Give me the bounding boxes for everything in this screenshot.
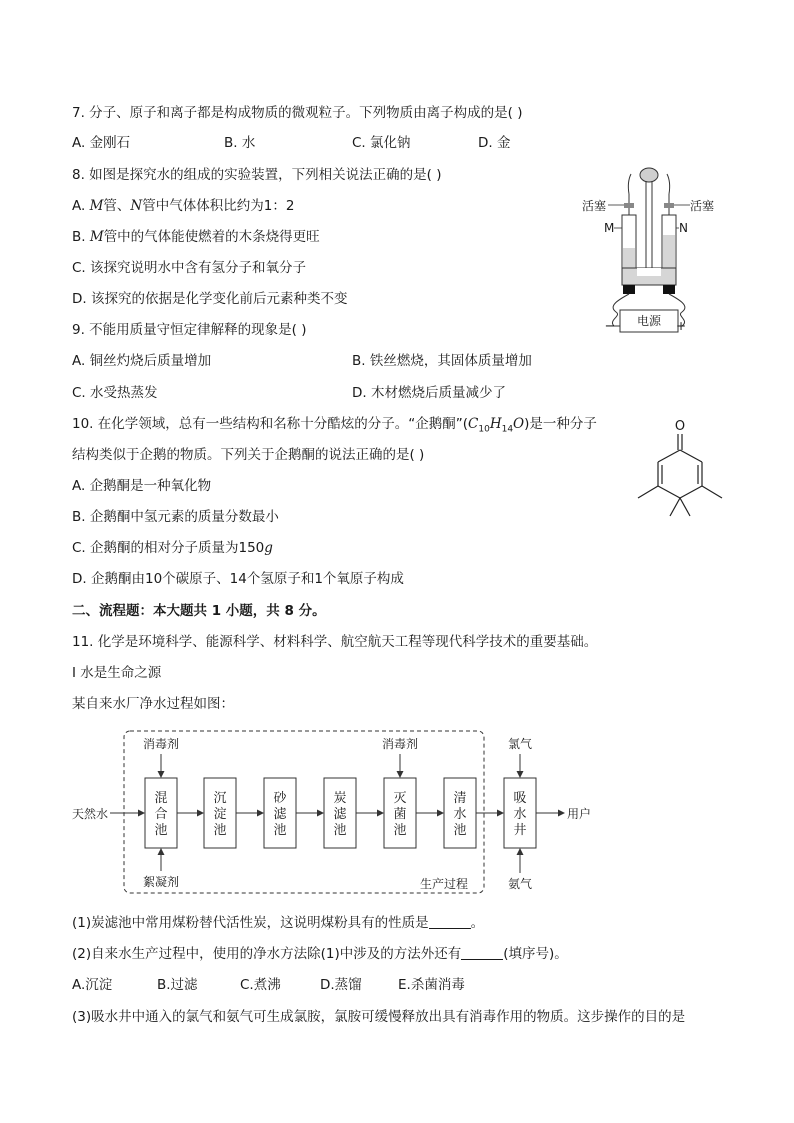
box-label-suction-well: 吸水井	[513, 791, 527, 838]
q8-option-b: B. M管中的气体能使燃着的木条烧得更旺	[72, 229, 320, 245]
q11-sub2-option-b: B.过滤	[157, 977, 198, 993]
q10-option-c: C. 企鹅酮的相对分子质量为150g	[72, 540, 273, 556]
q10-stem-line2: 结构类似于企鹅的物质。下列关于企鹅酮的说法正确的是( )	[72, 447, 425, 463]
q11-stem: 11. 化学是环境科学、能源科学、材料科学、航空航天工程等现代科学技术的重要基础。	[72, 634, 598, 650]
water-treatment-flow-diagram	[70, 728, 630, 902]
answer-blank-1[interactable]	[429, 914, 471, 929]
q11-sub2-option-e: E.杀菌消毒	[398, 977, 465, 993]
m-tube-label: M	[604, 221, 615, 235]
q11-sub1: (1)炭滤池中常用煤粉替代活性炭，这说明煤粉具有的性质是 。	[72, 915, 485, 931]
q10-option-a: A. 企鹅酮是一种氧化物	[72, 478, 212, 494]
electrolysis-apparatus-figure	[578, 160, 724, 340]
q11-sub2: (2)自来水生产过程中，使用的净水方法除(1)中涉及的方法外还有 (填序号)。	[72, 946, 568, 962]
penguinone-structure-figure	[630, 416, 730, 530]
q8-option-a: A. M管、N管中气体体积比约为1：2	[72, 198, 295, 214]
q11-sub2-option-a: A.沉淀	[72, 977, 113, 993]
left-valve-label: 活塞	[582, 199, 607, 213]
q11-sub2-option-c: C.煮沸	[240, 977, 281, 993]
box-label-carbon-filter: 炭滤池	[333, 791, 347, 838]
q8-option-d: D. 该探究的依据是化学变化前后元素种类不变	[72, 291, 348, 307]
q8-option-c: C. 该探究说明水中含有氢分子和氧分子	[72, 260, 307, 276]
q7-option-c: C. 氯化钠	[352, 135, 411, 151]
q11-part1-heading: Ⅰ 水是生命之源	[72, 665, 162, 681]
q9-stem: 9. 不能用质量守恒定律解释的现象是( )	[72, 322, 307, 338]
q9-option-b: B. 铁丝燃烧，其固体质量增加	[352, 353, 532, 369]
q8-stem: 8. 如图是探究水的组成的实验装置，下列相关说法正确的是( )	[72, 167, 442, 183]
q7-option-d: D. 金	[478, 135, 511, 151]
q10-option-b: B. 企鹅酮中氢元素的质量分数最小	[72, 509, 279, 525]
box-label-mixing: 混合池	[154, 791, 168, 838]
ammonia-label: 氨气	[507, 877, 533, 891]
right-valve-label: 活塞	[690, 199, 715, 213]
box-label-clean-water: 清水池	[453, 791, 467, 838]
q9-option-c: C. 水受热蒸发	[72, 385, 158, 401]
coagulant-label: 絮凝剂	[142, 875, 180, 889]
q7-option-b: B. 水	[224, 135, 256, 151]
box-label-sterilization: 灭菌池	[393, 791, 407, 838]
answer-blank-2[interactable]	[461, 945, 503, 960]
disinfectant-label-1: 消毒剂	[142, 737, 180, 751]
section2-title: 二、流程题：本大题共 1 小题，共 8 分。	[72, 603, 326, 619]
q11-sub3: (3)吸水井中通入的氯气和氨气可生成氯胺，氯胺可缓慢释放出具有消毒作用的物质。这步操作的目的是	[72, 1009, 686, 1025]
q10-option-d: D. 企鹅酮由10个碳原子、14个氢原子和1个氧原子构成	[72, 571, 404, 587]
natural-water-label: 天然水	[72, 807, 109, 821]
user-label: 用户	[567, 807, 592, 821]
production-process-label: 生产过程	[419, 877, 468, 891]
q7-option-a: A. 金刚石	[72, 135, 131, 151]
power-source-label: 电源	[636, 314, 662, 328]
q10-stem-line1: 10. 在化学领域，总有一些结构和名称十分酷炫的分子。“企鹅酮$”(C_{10}H_{14}O)$是一种分子	[72, 416, 597, 435]
box-label-sand-filter: 砂滤池	[273, 791, 287, 838]
q7-stem: 7. 分子、原子和离子都是构成物质的微观粒子。下列物质由离子构成的是( )	[72, 105, 523, 121]
box-label-sedimentation: 沉淀池	[213, 791, 227, 838]
q11-sub2-option-d: D.蒸馏	[320, 977, 362, 993]
plus-sign: +	[675, 319, 687, 333]
n-tube-label: N	[679, 221, 688, 235]
disinfectant-label-2: 消毒剂	[381, 737, 419, 751]
minus-sign: −	[604, 319, 616, 334]
chlorine-label: 氯气	[507, 737, 533, 751]
q9-option-d: D. 木材燃烧后质量减少了	[352, 385, 506, 401]
oxygen-atom-label: O	[674, 419, 686, 434]
q9-option-a: A. 铜丝灼烧后质量增加	[72, 353, 212, 369]
q11-intro: 某自来水厂净水过程如图：	[72, 696, 234, 712]
